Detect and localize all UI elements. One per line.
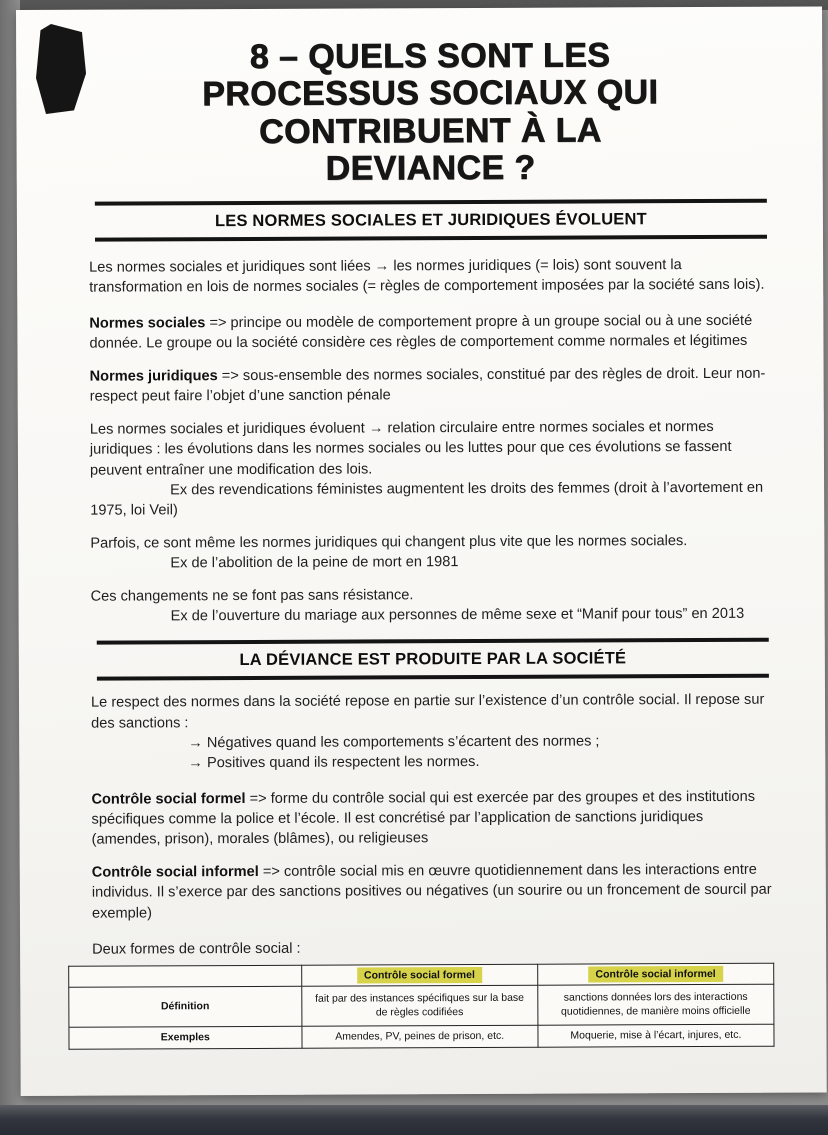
section-header-normes — [95, 198, 767, 241]
paragraph-resistance: Ces changements ne se font pas sans résistance. — [90, 587, 414, 605]
paragraph-parfois: Parfois, ce sont même les normes juridiques qui changent plus vite que les normes sociales. — [90, 533, 688, 552]
bullet-sanctions-positives: → Positives quand ils respectent les normes. — [188, 753, 480, 772]
title-line: PROCESSUS SOCIAUX QUI — [202, 73, 659, 114]
desk-surface-bottom — [0, 1105, 828, 1135]
definition-text: => forme du contrôle social qui est exercée par des groupes et des institutions spécifiques comme la police et l’école. Il est concrétisé par l’application de sanctions juridiques (amendes, prison), morales (blâmes), ou religieuses — [91, 788, 756, 848]
example-peine-de-mort: Ex de l’abolition de la peine de mort en 1981 — [170, 554, 459, 572]
paragraph-normes-sociales — [89, 311, 773, 354]
example-mariage: Ex de l’ouverture du mariage aux personnes de même sexe et “Manif pour tous” en 2013 — [170, 606, 745, 625]
example-feministes: Ex des revendications féministes augmentent les droits des femmes (droit à l’avortement en 1975, loi Veil) — [90, 479, 764, 519]
paragraph-controle-social: Le respect des normes dans la société repose en partie sur l’existence d’un contrôle social. Il repose sur des sanctions : — [90, 692, 765, 732]
section-header-deviance — [97, 638, 769, 681]
row-label-exemples: Exemples — [69, 1026, 302, 1049]
cell-exemples-formel: Amendes, PV, peines de prison, etc. — [302, 1025, 538, 1048]
table-container — [68, 963, 776, 1050]
paragraph-normes-juridiques — [90, 364, 774, 407]
paragraph-evolution: Les normes sociales et juridiques évoluent → relation circulaire entre normes sociales et normes juridiques : les évolutions dans les normes sociales ou les luttes pour que ces évolutions se fassent peuvent entraîner une modification des lois. — [89, 419, 732, 479]
title-line: DEVIANCE ? — [325, 148, 536, 188]
title-line: CONTRIBUENT À LA — [259, 111, 602, 151]
document-page — [16, 6, 827, 1096]
table-row-exemples — [69, 1024, 774, 1049]
term-controle-informel: Contrôle social informel — [91, 864, 259, 881]
paragraph-normes-liees: Les normes sociales et juridiques sont liées → les normes juridiques (= lois) sont souvent la transformation en lois de normes sociales (= règles de comportement imposées par la société sans lois). — [89, 256, 765, 296]
term-normes-sociales: Normes sociales — [89, 314, 206, 332]
term-controle-formel: Contrôle social formel — [91, 790, 246, 808]
header-highlight-formel: Contrôle social formel — [357, 967, 482, 984]
table-intro: Deux formes de contrôle social : — [92, 940, 301, 958]
term-normes-juridiques: Normes juridiques — [89, 368, 218, 385]
page-title — [112, 37, 749, 189]
table-header-cell-formel — [301, 964, 537, 986]
definition-text: => sous-ensemble des normes sociales, constitué par des règles de droit. Leur non-respect peut faire l’objet d’une sanction pénale — [89, 365, 766, 405]
section-title: LA DÉVIANCE EST PRODUITE PAR LA SOCIÉTÉ — [239, 649, 627, 670]
row-label-definition: Définition — [69, 986, 302, 1027]
table-header-cell-informel — [537, 963, 773, 985]
table-header-row — [69, 963, 774, 987]
paragraph-controle-informel — [92, 860, 776, 923]
header-highlight-informel: Contrôle social informel — [588, 966, 722, 983]
cell-exemples-informel: Moquerie, mise à l’écart, injures, etc. — [538, 1024, 774, 1047]
cell-definition-informel: sanctions données lors des interactions quotidiennes, de manière moins officielle — [538, 984, 774, 1025]
table-row-definition — [69, 984, 774, 1027]
paragraph-controle-formel — [91, 787, 775, 850]
table-corner-cell — [69, 965, 302, 987]
section-title: LES NORMES SOCIALES ET JURIDIQUES ÉVOLUENT — [214, 209, 647, 230]
page-content — [16, 6, 827, 1049]
definition-text: => contrôle social mis en œuvre quotidiennement dans les interactions entre individus. Il s’exerce par des sanctions positives ou négatives (un sourire ou un froncement de sourcil par exemple) — [91, 862, 772, 922]
controle-social-table — [68, 963, 774, 1050]
bullet-sanctions-negatives: → Négatives quand les comportements s’écartent des normes ; — [188, 733, 600, 751]
cell-definition-formel: fait par des instances spécifiques sur la base de règles codifiées — [301, 985, 537, 1026]
title-line: 8 – QUELS SONT LES — [249, 36, 611, 76]
definition-text: => principe ou modèle de comportement propre à un groupe social ou à une société donnée. Le groupe ou la société considère ces règles de comportement comme normales et légitimes — [89, 312, 753, 352]
